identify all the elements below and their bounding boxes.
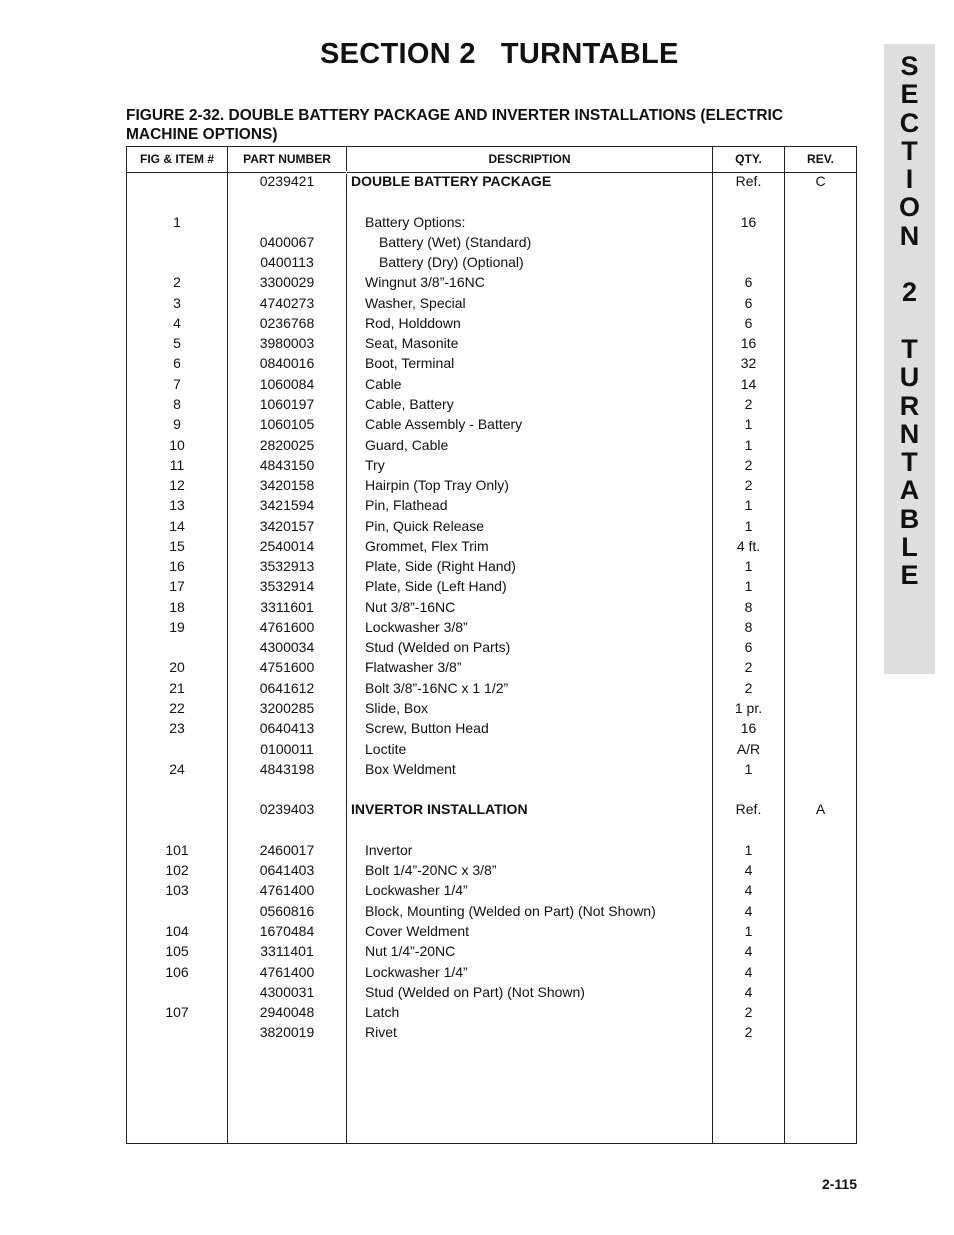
description-cell: Latch	[365, 1004, 400, 1021]
header-description: DESCRIPTION	[488, 152, 571, 166]
description-cell: Lockwasher 1/4”	[365, 963, 468, 980]
page-number: 2-115	[821, 1176, 857, 1192]
part-number-cell: 3200285	[259, 700, 315, 717]
part-number-cell: 4300031	[259, 983, 315, 1000]
description-cell: Loctite	[365, 740, 407, 757]
description-cell: Bolt 1/4”-20NC x 3/8”	[365, 862, 497, 879]
part-number-cell: 4761600	[259, 618, 315, 635]
description-cell: Cable	[365, 375, 402, 392]
qty-cell: 6	[744, 639, 753, 656]
part-number-cell: 3820019	[259, 1024, 315, 1041]
fig-item-cell: 10	[169, 436, 185, 453]
fig-item-cell: 3	[173, 294, 181, 311]
part-number-cell: 2460017	[259, 841, 315, 858]
part-number-cell: 0641612	[259, 679, 315, 696]
rev-cell: A	[815, 801, 826, 818]
qty-cell: 4	[744, 983, 753, 1000]
fig-item-cell: 21	[169, 679, 185, 696]
description-cell: Cover Weldment	[365, 922, 470, 939]
part-number-cell: 3311601	[260, 598, 314, 615]
description-cell: INVERTOR INSTALLATION	[351, 801, 528, 818]
qty-cell: 1	[744, 760, 753, 777]
side-tab-letter: O	[898, 192, 920, 223]
fig-item-cell: 23	[169, 720, 185, 737]
side-tab-letter: C	[899, 107, 920, 138]
side-tab-letter: I	[905, 164, 914, 195]
fig-item-cell: 8	[173, 395, 181, 412]
qty-cell: 6	[744, 274, 753, 291]
description-cell: Cable, Battery	[365, 395, 454, 412]
description-cell: Boot, Terminal	[365, 355, 455, 372]
description-cell: Rivet	[365, 1024, 397, 1041]
part-number-cell: 4740273	[259, 294, 315, 311]
description-cell: Pin, Flathead	[365, 497, 448, 514]
part-number-cell: 0400113	[260, 254, 314, 271]
qty-cell: 1	[744, 497, 753, 514]
qty-cell: 4	[744, 963, 753, 980]
part-number-cell: 2540014	[259, 537, 315, 554]
qty-cell: 2	[744, 1024, 753, 1041]
part-number-cell: 0840016	[259, 355, 315, 372]
part-number-cell: 0239421	[259, 173, 315, 189]
part-number-cell: 0400067	[259, 233, 315, 250]
description-cell: Pin, Quick Release	[365, 517, 485, 534]
fig-item-cell: 6	[173, 355, 181, 372]
qty-cell: 14	[740, 375, 757, 392]
part-number-cell: 4761400	[259, 882, 315, 899]
description-cell: Block, Mounting (Welded on Part) (Not Shown)	[365, 902, 656, 919]
fig-item-cell: 2	[173, 274, 181, 291]
fig-item-cell: 18	[169, 598, 185, 615]
part-number-cell: 3420157	[259, 517, 315, 534]
part-number-cell: 3421594	[259, 497, 315, 514]
qty-cell: 1	[744, 416, 753, 433]
part-number-cell: 4761400	[259, 963, 315, 980]
part-number-cell: 1670484	[259, 922, 315, 939]
fig-item-cell: 102	[165, 862, 189, 879]
side-tab-letter	[906, 250, 914, 278]
description-cell: Plate, Side (Right Hand)	[365, 558, 516, 575]
qty-cell: 2	[744, 477, 753, 494]
fig-item-cell: 14	[169, 517, 185, 534]
qty-cell: 4	[744, 943, 753, 960]
page-title: SECTION 2 TURNTABLE	[320, 38, 679, 70]
fig-item-cell: 24	[169, 760, 185, 777]
side-tab-letter: R	[899, 390, 920, 421]
side-tab-letter: S	[900, 51, 919, 81]
part-number-cell: 1060084	[259, 375, 315, 392]
description-cell: Battery (Dry) (Optional)	[379, 254, 524, 271]
qty-cell: 2	[744, 659, 753, 676]
part-number-cell: 0560816	[259, 902, 315, 919]
fig-item-cell: 103	[165, 882, 189, 899]
part-number-cell: 3532913	[259, 558, 315, 575]
qty-cell: 1	[744, 922, 753, 939]
part-number-cell: 0640413	[259, 720, 315, 737]
qty-cell: 16	[740, 335, 757, 352]
part-number-cell: 0641403	[259, 862, 315, 879]
description-cell: Seat, Masonite	[365, 335, 459, 352]
side-tab-letter: N	[899, 418, 920, 449]
qty-cell: 2	[744, 1004, 753, 1021]
side-tab-letter: B	[899, 503, 920, 534]
side-tab-letter: U	[899, 362, 920, 393]
fig-item-cell: 13	[169, 497, 185, 514]
fig-item-cell: 15	[169, 537, 185, 554]
description-cell: Bolt 3/8”-16NC x 1 1/2”	[365, 679, 509, 696]
section-side-tab	[884, 44, 935, 674]
description-cell: Try	[365, 456, 385, 473]
fig-item-cell: 106	[165, 963, 189, 980]
qty-cell: 4	[744, 882, 753, 899]
fig-item-cell: 5	[173, 335, 181, 352]
part-number-cell: 1060105	[259, 416, 315, 433]
side-tab-letter	[906, 307, 914, 335]
qty-cell: 2	[744, 456, 753, 473]
part-number-cell: 4843150	[259, 456, 315, 473]
qty-cell: Ref.	[735, 801, 762, 818]
fig-item-cell: 107	[165, 1004, 189, 1021]
description-cell: Screw, Button Head	[365, 720, 489, 737]
qty-cell: 1	[744, 517, 753, 534]
part-number-cell: 4751600	[259, 659, 315, 676]
description-cell: Lockwasher 3/8”	[365, 618, 468, 635]
qty-cell: 4	[744, 862, 753, 879]
fig-item-cell: 11	[169, 456, 185, 473]
fig-item-cell: 104	[165, 922, 189, 939]
side-tab-letter: E	[900, 79, 919, 110]
part-number-cell: 4843198	[259, 760, 315, 777]
part-number-cell: 3420158	[259, 477, 315, 494]
description-cell: Nut 3/8”-16NC	[365, 598, 456, 615]
fig-item-cell: 4	[173, 314, 181, 331]
qty-cell: 6	[744, 314, 753, 331]
description-cell: Battery Options:	[365, 213, 466, 230]
side-tab-letters	[884, 52, 935, 590]
qty-cell: 4	[744, 902, 753, 919]
part-number-cell: 0239403	[259, 801, 315, 818]
header-rev: REV.	[807, 152, 834, 166]
fig-item-cell: 17	[169, 578, 185, 595]
qty-cell: 8	[744, 618, 753, 635]
qty-cell: Ref.	[735, 173, 762, 189]
side-tab-letter: L	[901, 532, 918, 563]
qty-cell: 1	[744, 841, 753, 858]
qty-cell: 6	[744, 294, 753, 311]
description-cell: DOUBLE BATTERY PACKAGE	[351, 173, 552, 189]
qty-cell: 16	[740, 213, 757, 230]
qty-cell: 8	[744, 598, 753, 615]
description-cell: Rod, Holddown	[365, 314, 461, 331]
description-cell: Cable Assembly - Battery	[365, 416, 523, 433]
fig-item-cell: 16	[169, 558, 185, 575]
description-cell: Flatwasher 3/8”	[365, 659, 462, 676]
description-cell: Hairpin (Top Tray Only)	[365, 477, 509, 494]
header-fig-item: FIG & ITEM #	[139, 152, 214, 166]
side-tab-letter: T	[901, 333, 918, 364]
side-tab-letter: N	[899, 220, 920, 251]
description-cell: Box Weldment	[365, 760, 456, 777]
qty-cell: 1	[744, 558, 753, 575]
fig-item-cell: 19	[169, 618, 185, 635]
table-body	[127, 147, 856, 1143]
side-tab-letter: T	[901, 447, 918, 478]
fig-item-cell: 105	[165, 943, 189, 960]
side-tab-letter: E	[900, 560, 919, 591]
fig-item-cell: 1	[173, 213, 181, 230]
part-number-cell: 1060197	[259, 395, 315, 412]
description-cell: Plate, Side (Left Hand)	[365, 578, 507, 595]
description-cell: Stud (Welded on Part) (Not Shown)	[365, 983, 585, 1000]
qty-cell: 32	[740, 355, 757, 372]
fig-item-cell: 7	[173, 375, 181, 392]
qty-cell: 2	[744, 395, 753, 412]
part-number-cell: 4300034	[259, 639, 315, 656]
part-number-cell: 2820025	[259, 436, 315, 453]
header-part-number: PART NUMBER	[243, 152, 331, 166]
figure-title: FIGURE 2-32. DOUBLE BATTERY PACKAGE AND INVERTER INSTALLATIONS (ELECTRIC MACHINE OPTIONS)	[126, 107, 784, 143]
qty-cell: 16	[740, 720, 757, 737]
part-number-cell: 0236768	[259, 314, 315, 331]
fig-item-cell: 20	[169, 659, 185, 676]
fig-item-cell: 12	[169, 477, 185, 494]
description-cell: Battery (Wet) (Standard)	[379, 233, 532, 250]
part-number-cell: 3311401	[260, 943, 314, 960]
qty-cell: 1	[744, 436, 753, 453]
description-cell: Slide, Box	[365, 700, 429, 717]
fig-item-cell: 22	[169, 700, 185, 717]
qty-cell: 4 ft.	[736, 537, 761, 554]
description-cell: Stud (Welded on Parts)	[365, 639, 511, 656]
part-number-cell: 3980003	[259, 335, 315, 352]
description-cell: Washer, Special	[365, 294, 466, 311]
description-cell: Nut 1/4”-20NC	[365, 943, 456, 960]
part-number-cell: 0100011	[260, 740, 314, 757]
description-cell: Grommet, Flex Trim	[365, 537, 489, 554]
parts-table	[126, 146, 857, 1144]
fig-item-cell: 101	[165, 841, 189, 858]
side-tab-letter: A	[899, 475, 920, 506]
part-number-cell: 3532914	[259, 578, 315, 595]
side-tab-letter: T	[901, 135, 918, 166]
header-qty: QTY.	[735, 152, 762, 166]
qty-cell: 1 pr.	[734, 700, 763, 717]
description-cell: Guard, Cable	[365, 436, 449, 453]
rev-cell: C	[815, 173, 826, 189]
description-cell: Lockwasher 1/4”	[365, 882, 468, 899]
fig-item-cell: 9	[173, 416, 181, 433]
qty-cell: 1	[744, 578, 753, 595]
qty-cell: 2	[744, 679, 753, 696]
description-cell: Invertor	[365, 841, 413, 858]
qty-cell: A/R	[736, 740, 761, 757]
description-cell: Wingnut 3/8”-16NC	[365, 274, 485, 291]
part-number-cell: 3300029	[259, 274, 315, 291]
part-number-cell: 2940048	[259, 1004, 315, 1021]
side-tab-letter: 2	[901, 277, 918, 308]
